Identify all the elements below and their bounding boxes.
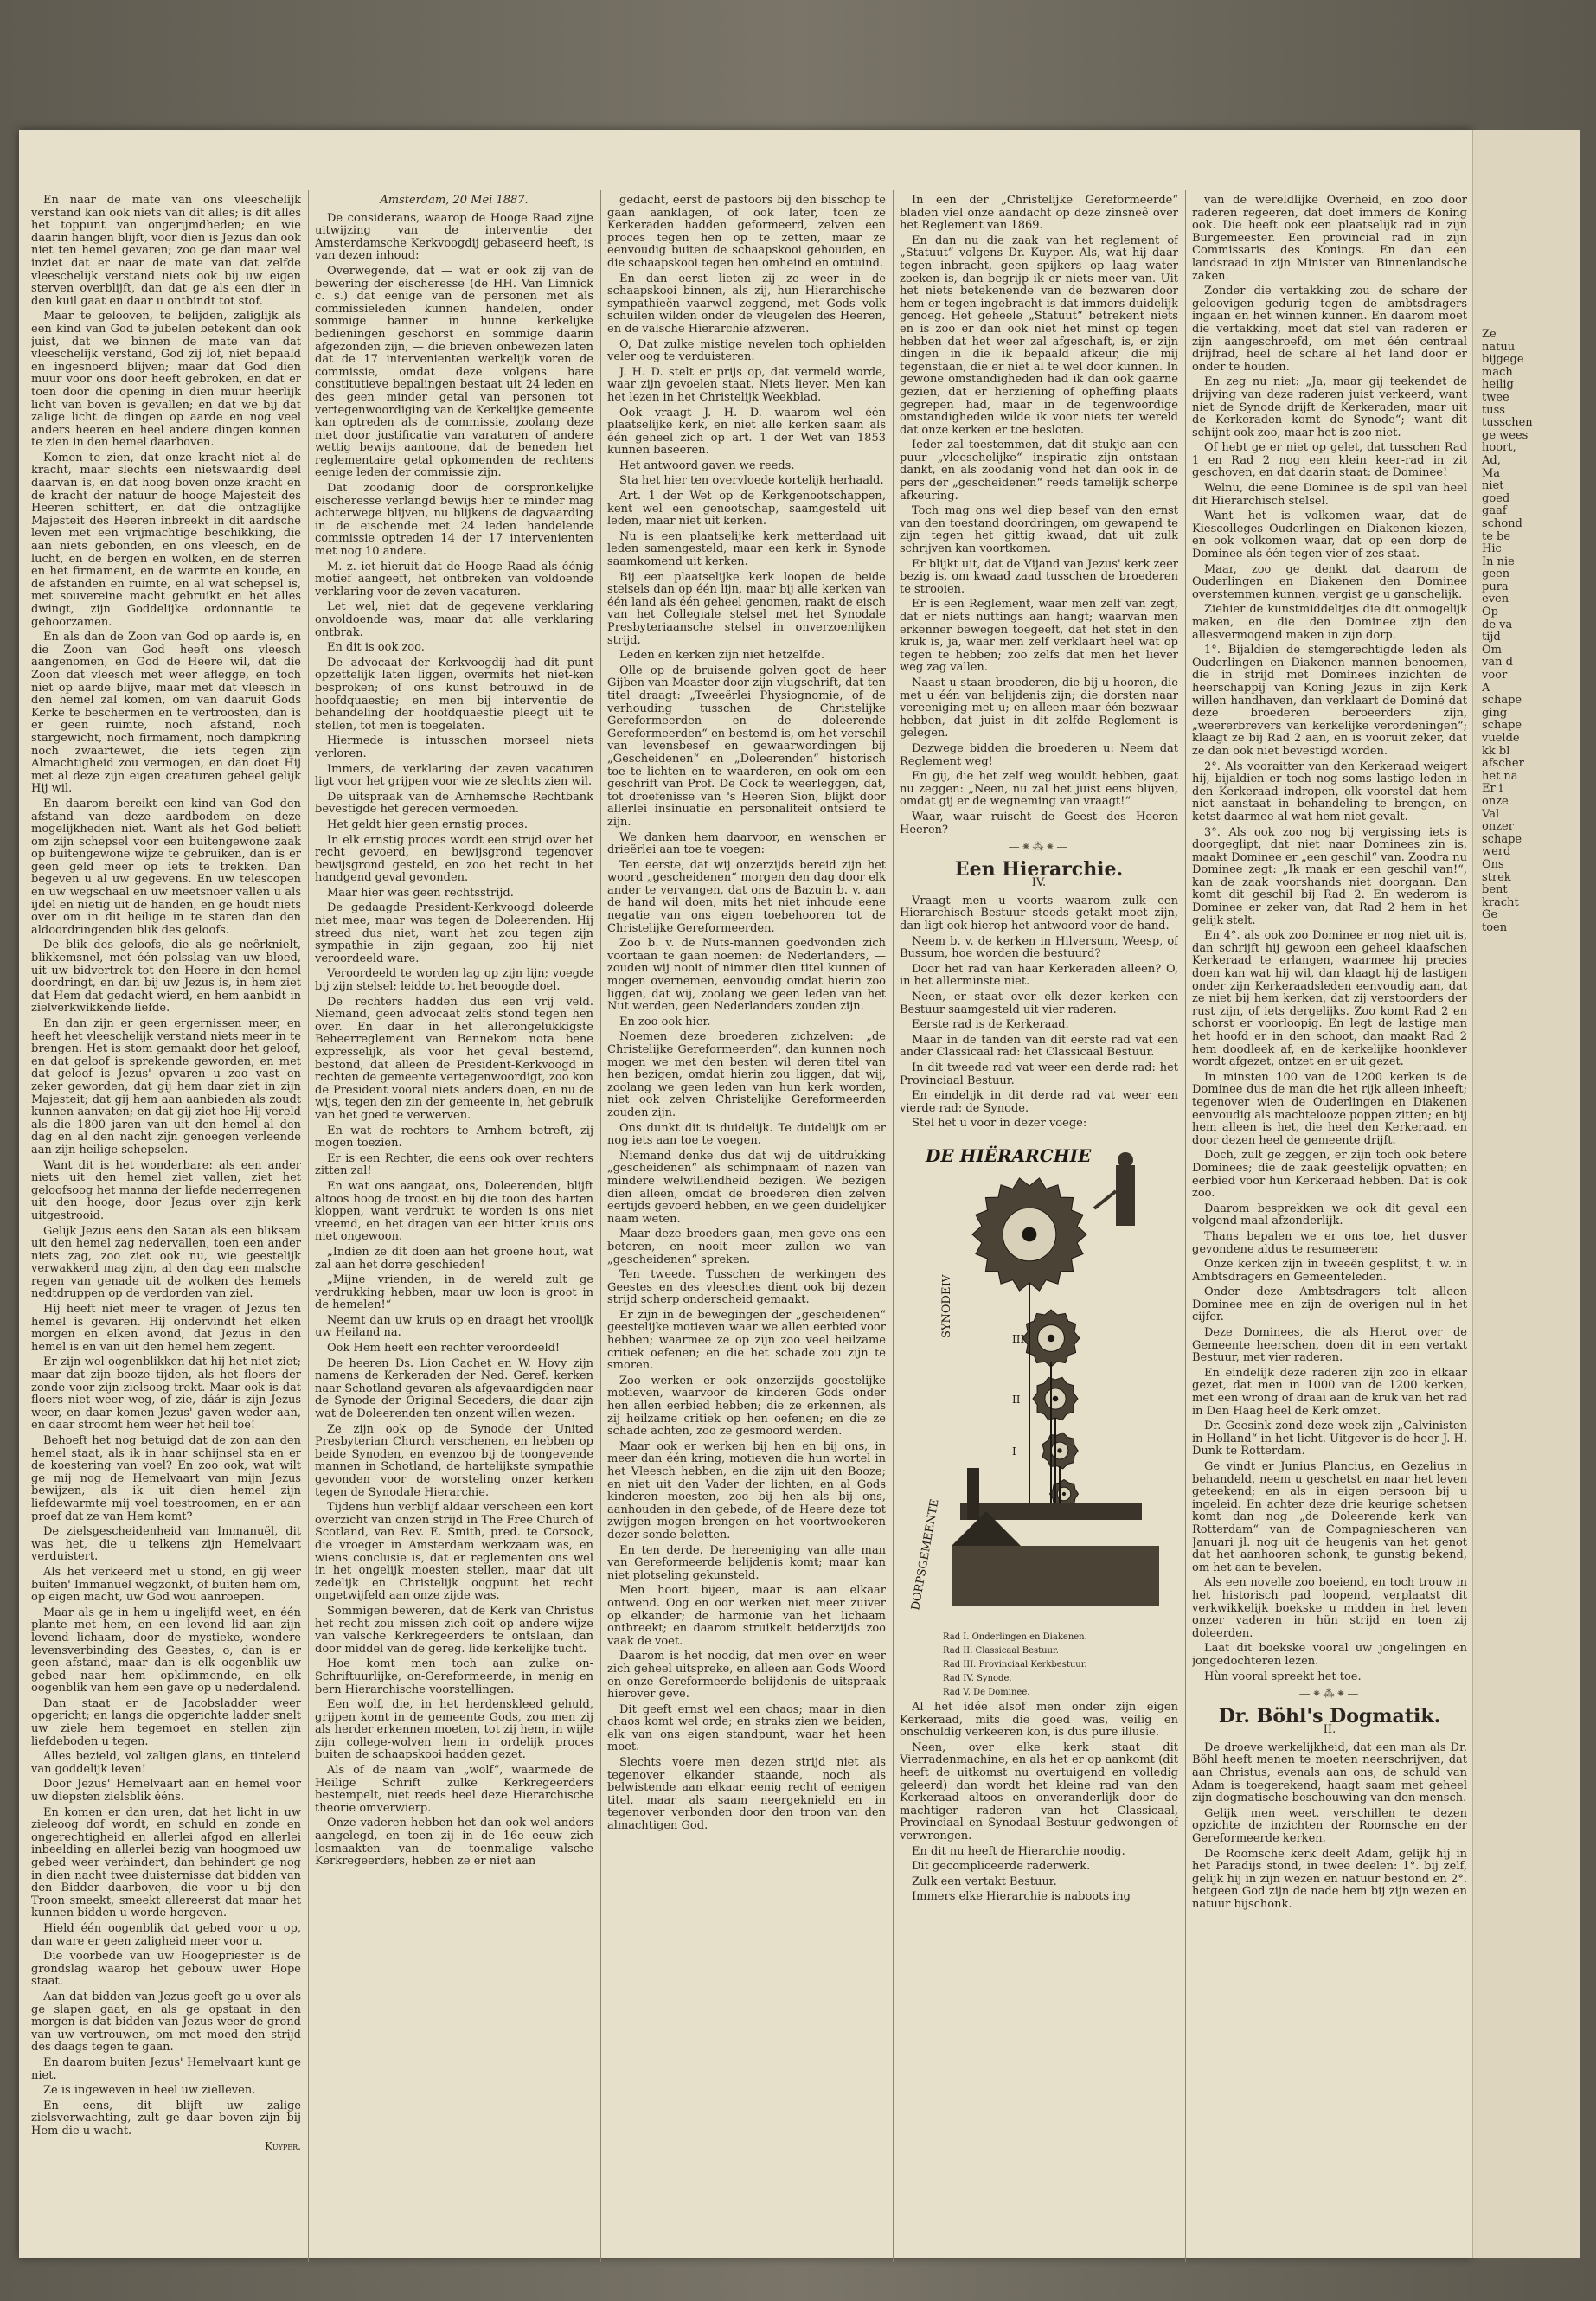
gear-provincial-axle: [1048, 1335, 1054, 1342]
article-paragraph: Deze Dominees, die als Hierot over de Gemeente heerschen, doen dit in een vertakt Bestuur, met vier raderen.: [1192, 1326, 1467, 1365]
article-paragraph: Onze vaderen hebben het dan ook wel anders aangelegd, en toen zij in de 16e eeuw zich losmaakten van de toenmalige valsche Kerkregeerders, hebben ze er niet aan: [315, 1817, 593, 1868]
article-paragraph: Veroordeeld te worden lag op zijn lijn; voegde bij zijn stelsel; leidde tot het beoogde doel.: [315, 967, 593, 994]
figure-title: DE HIËRARCHIE: [926, 1144, 1092, 1166]
edge-fragment: gaaf: [1482, 504, 1507, 518]
article-paragraph: Er zijn in de bewegingen der „gescheidenen“ geestelijke motieven waar we allen eerbied voor hebben; waarmee ze op zijn zoo veel heilzame critiek oefenen; en die het schade zou zijn te smoren.: [607, 1308, 886, 1373]
article-paragraph: Ze zijn ook op de Synode der United Presbyterian Church verschenen, en hebben op beide Synoden, en evenzoo bij de toongevende mannen in Schotland, de hartelijkste sympathie gevonden voor de worsteling onzer kerken tegen de Synodale Hierarchie.: [315, 1422, 593, 1499]
edge-fragment: tijd: [1482, 631, 1501, 644]
article-paragraph: De advocaat der Kerkvoogdij had dit punt opzettelijk laten liggen, overmits het niet-ken besproken; of ons kunst betrouwd in de hoofdquaestie; en men bij interventie de behandeling der hoofdquaestie pleegt uit te stellen, tot men is toegelaten.: [315, 656, 593, 733]
article-paragraph: Dit gecompliceerde raderwerk.: [912, 1860, 1091, 1874]
side-label-dorpsgemeente: DORPSGEMEENTE: [909, 1497, 942, 1612]
article-paragraph: J. H. D. stelt er prijs op, dat vermeld worde, waar zijn gevoelen staat. Niets liever. Men kan het lezen in het Christelijk Weekblad.: [607, 365, 886, 404]
edge-fragment: bent: [1482, 883, 1508, 897]
edge-fragment: tusschen: [1482, 416, 1533, 430]
article-paragraph: Hoe komt men toch aan zulke on-Schriftuurlijke, on-Gereformeerde, in menig en bern Hierarchische voorstellingen.: [315, 1657, 593, 1696]
hierarchy-gear-drawing: [900, 1139, 1178, 1624]
edge-fragment: Er i: [1482, 782, 1503, 796]
column-5: [1192, 195, 1467, 2279]
article-paragraph: Hùn vooral spreekt het toe.: [1204, 1670, 1362, 1683]
article-paragraph: Men hoort bijeen, maar is aan elkaar ontwend. Oog en oor werken niet meer zuiver op elkander; de harmonie van het lichaam ontbreekt; en daarom struikelt beiderzijds zoo vaak de voet.: [607, 1584, 886, 1648]
edge-fragment: Ad,: [1482, 453, 1501, 467]
article-paragraph: Door Jezus' Hemelvaart aan en hemel voor uw diepsten zielsblik ééns.: [31, 1778, 301, 1804]
article-paragraph: Er is een Rechter, die eens ook over rechters zitten zal!: [315, 1151, 593, 1178]
article-paragraph: Tijdens hun verblijf aldaar verscheen een kort overzicht van onzen strijd in The Free Church of Scotland, van Rev. E. Smith, pred. te Corsock, die vroeger in Amsterdam werkzaam was, en wiens conclusie is, dat er reglementen ons wel in het ongelijk moesten stellen, maar dat uit zedelijk en Christelijk oogpunt het recht ongetwijfeld aan onze zijde was.: [315, 1501, 593, 1603]
article-paragraph: Maar ook er werken bij hen en bij ons, in meer dan één kring, motieven die hun wortel in het Vleesch hebben, en die zijn uit den Booze; en niet uit den Vader der lichten, en al Gods kinderen moesten, zoo bij hen als bij ons, aanhouden in den gebede, of de Heere deze tot zwijgen mogen brengen en het voortwoekeren dezer sonde beletten.: [607, 1439, 886, 1541]
edge-fragment: schape: [1482, 719, 1522, 733]
article-paragraph: Ook vraagt J. H. D. waarom wel één plaatselijke kerk, en niet alle kerken saam als één geheel zich op art. 1 der Wet van 1853 kunnen baseeren.: [607, 406, 886, 458]
article-author: Kuyper.: [264, 2140, 301, 2153]
article-paragraph: Dr. Geesink zond deze week zijn „Calvinisten in Holland“ in het licht. Uitgever is de heer J. H. Dunk te Rotterdam.: [1192, 1420, 1467, 1458]
article-paragraph: Eerste rad is de Kerkeraad.: [912, 1018, 1069, 1032]
article-paragraph: Hiermede is intusschen morseel niets verloren.: [315, 734, 593, 760]
church-tower: [967, 1468, 979, 1520]
article-paragraph: Onze kerken zijn in tweeën gesplitst, t. w. in Ambtsdragers en Gemeenteleden.: [1192, 1258, 1467, 1284]
gear-synode-axle: [1022, 1227, 1037, 1242]
article-paragraph: En dan nu die zaak van het reglement of „Statuut“ volgens Dr. Kuyper. Als, wat hij daar tegen inbracht, geen spijkers op laag water zoeken is, dan begrijp ik er niets meer van. Uit het niets betekenende van de bezwaren door hem er tegen ingebracht is dat immers duidelijk genoeg. Het geheele „Statuut“ betrekent niets en is zoo er dan ook niet het minst op tegen hebben dat het weer zal afgeschaft, is, er zijn dingen in die ik bepaald afkeur, die mij tegenstaan, die er niet al te wel door kunnen. In gewone omstandigheden had ik dan ook gaarne gezien, dat er herziening of opheffing plaats gegrepen had, maar in de tegenwoordige omstandigheden wilde ik voor niets ter wereld dat onze kerken er toe besloten.: [900, 234, 1178, 437]
edge-fragment: mach: [1482, 365, 1513, 379]
article-paragraph: Hield één oogenblik dat gebed voor u op, dan ware er geen zaligheid meer voor u.: [31, 1921, 301, 1948]
article-paragraph: We danken hem daarvoor, en wenschen er drieërlei aan toe te voegen:: [607, 830, 886, 857]
article-paragraph: Zulk een vertakt Bestuur.: [912, 1875, 1057, 1888]
article-paragraph: Olle op de bruisende golven goot de heer Gijben van Moaster door zijn vlugschrift, dat ten titel draagt: „Tweeërlei Physiognomie, of de verhouding tusschen de Christelijke Gereformeerden en de doleerende Gereformeerden“ en bestemd is, om het verschil van levensbesef en gewaarwordingen bij „Gescheidenen“ en „Doleerenden“ historisch toe te lichten en te waarderen, en ook om een geschrift van Prof. De Cock te weerleggen, dat, tot droefenisse van 's Heeren Sion, blijkt door allerlei insinuatie en personaliteit ontsierd te zijn.: [607, 663, 886, 829]
article-paragraph: „Mijne vrienden, in de wereld zult ge verdrukking hebben, maar uw loon is groot in de hemelen!“: [315, 1273, 593, 1312]
gear-dominee-axle: [1062, 1492, 1066, 1496]
article-paragraph: Er is een Reglement, waar men zelf van zegt, dat er niets nuttings aan hangt; waarvan men erkenner bewegen toegeeft, dat het stet in den kruk is, ja, waar men zelf verklaart heel wat op tegen te hebben; zoo zelfs dat men het liever weg zag vallen.: [900, 598, 1178, 675]
article-paragraph: Ons dunkt dit is duidelijk. Te duidelijk om er nog iets aan toe te voegen.: [607, 1121, 886, 1148]
edge-fragment: afscher: [1482, 757, 1524, 771]
article-paragraph: En wat de rechters te Arnhem betreft, zij mogen toezien.: [315, 1124, 593, 1150]
article-paragraph: En komen er dan uren, dat het licht in uw zieleoog dof wordt, en schuld en zonde en ongerechtigheid en allerlei afgod en allerlei inbeelding en allerlei bezig van hoogmoed uw gebed weer verhindert, dan behindert ge nog in dien nacht twee duisternisse dat bidden van den Bidder daarboven, die voor u bij den Troon smeekt, smeekt allereerst dat maar het kunnen bidden u worde hergeven.: [31, 1805, 301, 1920]
article-paragraph: Maar als ge in hem u ingelijfd weet, en één plante met hem, en een levend lid aan zijn levend lichaam, door de mystieke, wondere levensverbinding des Geestes, o, dan is er geen afstand, maar dan is elk oogenblik uw gebed naar hem opklimmende, en elk oogenblik van hem een gave op u nederdalend.: [31, 1606, 301, 1695]
edge-fragment: goed: [1482, 491, 1510, 505]
article-paragraph: En wat ons aangaat, ons, Doleerenden, blijft altoos hoog de troost en bij die toon des harten kloppen, want verdrukt te worden is ons niet vreemd, en het dragen van een bitter kruis ons niet ongewoon.: [315, 1179, 593, 1244]
edge-fragment: onzer: [1482, 820, 1514, 834]
edge-fragment: voor: [1482, 669, 1508, 683]
article-paragraph: Onder deze Ambtsdragers telt alleen Dominee mee en zijn de overigen nul in het cijfer.: [1192, 1285, 1467, 1324]
section-number: IV.: [1031, 876, 1047, 890]
article-paragraph: Ge vindt er Junius Plancius, en Gezelius in behandeld, neem u geschetst en naar het leven geteekend; en als in eigen persoon bij u ingeleid. En achter deze drie keurige schetsen komt dan nog „de Doleerende kerk van Rotterdam“ van de Compagniescheren van Januari jl. nog uit de heugenis van het genot dat het aanhooren schonk, te gunstig bekend, om het aan te bevelen.: [1192, 1460, 1467, 1574]
article-paragraph: En zeg nu niet: „Ja, maar gij teekendet de drijving van deze raderen juist verkeerd, want niet de Synode drijft de Kerkeraden, maar uit de Kerkeraden komt de Synode“; want dit schijnt ook zoo, maar het is zoo niet.: [1192, 375, 1467, 439]
edge-fragment: twee: [1482, 390, 1509, 404]
article-paragraph: Als of de naam van „wolf“, waarmede de Heilige Schrift zulke Kerkregeerders bestempelt, niet reeds heel deze Hierarchische theorie omverwierp.: [315, 1764, 593, 1815]
figure-caption-line: Rad V. De Dominee.: [943, 1687, 1030, 1697]
article-paragraph: Immers, de verklaring der zeven vacaturen ligt voor het grijpen voor wie ze slechts zien wil.: [315, 762, 593, 789]
article-paragraph: Maar te gelooven, te belijden, zaliglijk als een kind van God te jubelen betekent dan ook juist, dat we binnen de mate van dat vleeschelijk verstand, God zij lof, niet bepaald en ingesnoerd blijven; maar dat God dien muur voor ons door heeft gebroken, en dat er toen door die opening in dien muur heerlijk licht van boven is gevallen; en dat we bij dat zalige licht de dingen op aarde en nog veel anders heeren en heel andere dingen konnen te zien in den hemel daarboven.: [31, 310, 301, 450]
article-paragraph: Slechts voere men dezen strijd niet als tegenover elkander staande, noch als belwistende aan elkaar eenig recht of eenigen titel, maar als saam neergeknield en in tegenover verbonden door den troon van den almachtigen God.: [607, 1756, 886, 1833]
article-paragraph: Bij een plaatselijke kerk loopen de beide stelsels dan op één lijn, maar bij alle kerken van één land als één geheel genomen, raakt de eisch van het Collegiale stelsel met het Synodale Presbyteriaansche stelsel in onverzoenlijken strijd.: [607, 570, 886, 647]
article-paragraph: In elk ernstig proces wordt een strijd over het recht gevoerd, en bewijsgrond tegenover bewijsgrond gesteld, en zoo het recht in het handgend geval gevonden.: [315, 833, 593, 885]
article-paragraph: De rechters hadden dus een vrij veld. Niemand, geen advocaat zelfs stond tegen hen over. En daar in het allerongelukkigste Beheerreglement van Bennekom nota bene expresselijk, als voor het geval bestemd, bestond, dat alleen de President-Kerkvoogd in rechten de gemeente vertegenwoordigt, zoo kon de President vooral niets anders doen, en nu de wijs, tegen den zin der gemeente in, het gebruik van het goed te verwerven.: [315, 995, 593, 1122]
article-paragraph: Thans bepalen we er ons toe, het dusver gevondene aldus te resumeeren:: [1192, 1229, 1467, 1256]
article-paragraph: Stel het u voor in dezer voege:: [912, 1117, 1087, 1131]
article-paragraph: En eens, dit blijft uw zalige zielsverwachting, zult ge daar boven zijn bij Hem die u wacht.: [31, 2099, 301, 2138]
article-paragraph: Want dit is het wonderbare: als een ander niets uit den hemel ziet vallen, ziet het geloofsoog het manna der liefde nederregenen uit den hooge, door Jezus over zijn kerk uitgestrooid.: [31, 1158, 301, 1222]
article-paragraph: En zoo ook hier.: [619, 1015, 711, 1029]
edge-fragment: ge wees: [1482, 428, 1529, 442]
edge-fragment: pura: [1482, 580, 1509, 593]
edge-fragment: kracht: [1482, 895, 1519, 909]
article-paragraph: Hij heeft niet meer te vragen of Jezus ten hemel is gevaren. Hij ondervindt het elken morgen en elken avond, dat Jezus in den hemel is en van uit den hemel hem zegent.: [31, 1303, 301, 1354]
article-paragraph: Zoo werken er ook onzerzijds geestelijke motieven, waarvoor de kinderen Gods onder hen allen eerbied hebben; die ze erkennen, als zij heilzame critiek op hen oefenen; en die ze schade achten, zoo ze gesmoord werden.: [607, 1374, 886, 1439]
article-paragraph: Leden en kerken zijn niet hetzelfde.: [619, 649, 824, 663]
article-paragraph: Als het verkeerd met u stond, en gij weer buiten' Immanuel wegzonkt, of buiten hem om, op eigen macht, uw God wou aanroepen.: [31, 1565, 301, 1605]
edge-fragment: schond: [1482, 516, 1522, 530]
article-paragraph: Het antwoord gaven we reeds.: [619, 458, 795, 472]
article-paragraph: En 4°. als ook zoo Dominee er nog niet uit is, dan schrijft hij gewoon een geheel klaafschen Kerkeraad te erlangen, waarmee hij precies doen kan wat hij wil, dan klaagt hij de lastigen onder zijn Kerkeraadsleden eenvoudig aan, dat ze niet bij hem kerken, dat zij verstoorders der rust zijn, of iets dergelijks. Zoo komt Rad 2 en schorst er voorloopig. En legt de lastige man het hoofd er in den schoot, dan maakt Rad 2 hem doodleek af, en de kerkelijke hoonklever wordt afgezet, ontzet en er uit gezet.: [1192, 929, 1467, 1069]
article-paragraph: En ten derde. De hereeniging van alle man van Gereformeerde belijdenis komt; maar kan niet plotseling gekunsteld.: [607, 1543, 886, 1582]
crank-arm: [1094, 1191, 1116, 1208]
article-paragraph: Dit geeft ernst wel een chaos; maar in dien chaos komt wel orde; en straks zien we beiden, elk van ons eigen standpunt, waar het heen moet.: [607, 1702, 886, 1754]
edge-fragment: Hic: [1482, 542, 1502, 556]
article-paragraph: In dit tweede rad vat weer een derde rad: het Provinciaal Bestuur.: [900, 1061, 1178, 1087]
article-paragraph: En daarom bereikt een kind van God den afstand van deze aardbodem en deze mogelijkheden niet. Want als het God belieft om zijn schepsel voor een buitengewone zaak op buitengewone wijze te gebruiken, dan is er geen geld meer op iets te trekken. Dan begeven u al uw gegevens. En uw telescopen en uw wegschaal en uw meetsnoer vallen u als ijdel en nietig uit de handen, en ge houdt niets over om in dit heilige in te staren dan den aldoordringenden blik des geloofs.: [31, 797, 301, 937]
article-paragraph: En daarom buiten Jezus' Hemelvaart kunt ge niet.: [31, 2055, 301, 2082]
article-paragraph: Niemand denke dus dat wij de uitdrukking „gescheidenen“ als schimpnaam of nazen van mindere welwillendheid bezigen. We bezigen dien alleen, omdat de broederen dien zelven eertijds gevoerd hebben, en we geen duidelijker naam weten.: [607, 1149, 886, 1226]
article-paragraph: De Roomsche kerk deelt Adam, gelijk hij in het Paradijs stond, in twee deelen: 1°. bij zelf, gelijk hij in zijn wezen en natuur bestond en 2°. hetgeen God zijn de nade hem bij zijn wezen en natuur bijschonk.: [1192, 1847, 1467, 1911]
article-paragraph: Maar deze broeders gaan, men geve ons een beteren, en nooit meer zullen we van „gescheidenen“ spreken.: [607, 1227, 886, 1266]
article-paragraph: Nu is een plaatselijke kerk metterdaad uit leden samengesteld, maar een kerk in Synode saamkomend uit kerken.: [607, 529, 886, 569]
edge-fragment: niet: [1482, 479, 1504, 493]
article-paragraph: Vraagt men u voorts waarom zulk een Hierarchisch Bestuur steeds getakt moet zijn, dan ligt ook hierop het antwoord voor de hand.: [900, 894, 1178, 933]
edge-fragment: hoort,: [1482, 441, 1516, 455]
article-paragraph: De gedaagde President-Kerkvoogd doleerde niet mee, maar was tegen de Doleerenden. Hij streed dus niet, want het zou tegen zijn sympathie in zijn gegaan, zoo hij niet veroordeeld ware.: [315, 901, 593, 965]
section-heading: Een Hierarchie.: [954, 857, 1124, 881]
article-paragraph: De uitspraak van de Arnhemsche Rechtbank bevestigde het gerecen vermoeden.: [315, 790, 593, 817]
crank-figure-head: [1118, 1152, 1133, 1168]
wheel-numeral: I: [1012, 1445, 1016, 1458]
gear-classical-axle: [1053, 1396, 1059, 1402]
article-paragraph: Aan dat bidden van Jezus geeft ge u over als ge slapen gaat, en als ge opstaat in den morgen is dat bidden van Jezus weer de grond van uw vertrouwen, om met moed den strijd des daags tegen te gaan.: [31, 1990, 301, 2054]
edge-fragment: Val: [1482, 807, 1500, 821]
column-1: [31, 195, 301, 2279]
article-paragraph: Gelijk men weet, verschillen te dezen opzichte de inzichten der Roomsche en der Gereformeerde kerken.: [1192, 1806, 1467, 1846]
article-paragraph: En naar de mate van ons vleeschelijk verstand kan ook niets van dit alles; is dit alles het toppunt van ongerijmdheden; en wie daarin hangen blijft, voor dien is Jezus dan ook niet ten hemel gevaren; zoo ge dan maar wel inziet dat er naar de mate van dat zelfde vleeschelijk verstand niets ook bij uw eigen sterven overblijft, dan dat ge als een dier in den kuil gaat en daar u ontbindt tot stof.: [31, 195, 301, 308]
edge-fragment: werd: [1482, 845, 1511, 859]
article-paragraph: En eindelijk deze raderen zijn zoo in elkaar gezet, dat men in 1000 van de 1200 kerken, met een wrong of draai aan de kruk van het rad in Den Haag heel de Kerk omzet.: [1192, 1366, 1467, 1418]
article-paragraph: Ten eerste, dat wij onzerzijds bereid zijn het woord „gescheidenen“ morgen den dag door elk ander te vervangen, dat ons de Bazuin b. v. aan de hand wil doen, mits het niet inhoude eene negatie van ons eigen toebehooren tot de Christelijke Gereformeerden.: [607, 858, 886, 935]
side-label-synode-number: IV: [940, 1274, 952, 1286]
figure-caption-line: Rad III. Provinciaal Kerkbestuur.: [943, 1659, 1087, 1670]
article-paragraph: En dan eerst lieten zij ze weer in de schaapskooi binnen, als zij, hun Hierarchische sympathieën vaarwel zeggend, met Gods volk schuilen wilden onder de vleugelen des Heeren, en de valsche Hierarchie afzweren.: [607, 272, 886, 336]
section-ornament: —⁕⁂⁕—: [1298, 1688, 1361, 1702]
article-paragraph: O, Dat zulke mistige nevelen toch ophielden veler oog te verduisteren.: [607, 337, 886, 364]
article-paragraph: Neen, over elke kerk staat dit Vierradenmachine, en als het er op aankomt (dit heeft de uitkomst nu overtuigend en volledig geleerd) dan wordt het kleine rad van den Kerkeraad altoos en onveranderlijk door de machtiger raderen van het Classicaal, Provinciaal en Synodaal Bestuur gedwongen of verwrongen.: [900, 1740, 1178, 1843]
article-paragraph: van de wereldlijke Overheid, en zoo door raderen regeeren, dat doet immers de Koning ook. Die heeft ook een plaatselijk rad in zijn Burgemeester. Een provincial rad in zijn Commissaris des Konings. En dan een landsraad in zijn Minister van Binnenlandsche zaken.: [1192, 195, 1467, 283]
article-paragraph: Dat zoodanig door de oorspronkelijke eischeresse verlangd bewijs hier te minder mag achterwege blijven, nu blijkens de dagvaarding in de eischende met 24 leden handelende commissie optreden 14 der 17 intervenienten met nog 10 andere.: [315, 482, 593, 559]
edge-fragment: te be: [1482, 529, 1511, 543]
article-paragraph: De considerans, waarop de Hooge Raad zijne uitwijzing van de interventie der Amsterdamsche Kerkvoogdij gebaseerd heeft, is van dezen inhoud:: [315, 211, 593, 263]
edge-fragment: onze: [1482, 794, 1509, 808]
article-paragraph: En dit nu heeft de Hierarchie noodig.: [912, 1844, 1125, 1858]
article-paragraph: Doch, zult ge zeggen, er zijn toch ook betere Dominees; die de zaak geestelijk opvatten; en eerbied voor hun Kerkeraad hebben. Dat is ook zoo.: [1192, 1149, 1467, 1201]
edge-fragment: Ge: [1482, 908, 1498, 922]
adjacent-page-text: [1482, 329, 1577, 935]
wheel-numeral: III: [1012, 1332, 1025, 1345]
figure-caption-line: Rad II. Classicaal Bestuur.: [943, 1645, 1059, 1656]
article-paragraph: En gij, die het zelf weg wouldt hebben, gaat nu zeggen: „Neen, nu zal het juist eens blijven, omdat gij er de wegneming van vraagt!“: [900, 770, 1178, 809]
article-paragraph: In minsten 100 van de 1200 kerken is de Dominee dus de man die het rijk alleen inheeft; tegenover wien de Ouderlingen en Diakenen eenvoudig als machtelooze poppen zitten; en bij hem alleen is het, die heel den Kerkeraad, en door dezen heel de gemeente drijft.: [1192, 1070, 1467, 1147]
article-paragraph: M. z. iet hieruit dat de Hooge Raad als éénig motief aangeeft, het ontbreken van voldoende verklaring voor de zeven vacaturen.: [315, 560, 593, 599]
edge-fragment: Ze: [1482, 328, 1497, 341]
article-paragraph: Gelijk Jezus eens den Satan als een bliksem uit den hemel zag nedervallen, toen een ander niets zag, zoo ziet ook nu, wie geestelijk verwakkerd mag zijn, al den dag een malsche regen van genade uit de wolken des hemels nedtdruppen op de verdorden van ziel.: [31, 1224, 301, 1301]
article-paragraph: Overwegende, dat — wat er ook zij van de bewering der eischeresse (de HH. Van Limnick c. s.) dat eenige van de personen met als commissieleden kunnen handelen, onder sommige banner in hunne kerkelijke bedieningen geschorst en sommige daarin afgezonden zijn, — die brieven onbewezen laten dat de 17 intervenienten werkelijk voren de commissie, omdat deze volgens hare constitutieve bepalingen bestaat uit 24 leden en des geen minder getal van personen tot vertegenwoordiging van de Kerkelijke gemeente kan optreden als de commissie, zoolang deze niet door justificatie van varaturen of andere wettig bewijs aantoone, dat de beneden het reglementaire getal opkomenden de rechtens eenige leden der commissie zijn.: [315, 264, 593, 480]
article-paragraph: Daarom besprekken we ook dit geval een volgend maal afzonderlijk.: [1192, 1202, 1467, 1228]
article-paragraph: „Indien ze dit doen aan het groene hout, wat zal aan het dorre geschieden!: [315, 1245, 593, 1272]
article-paragraph: Neemt dan uw kruis op en draagt het vroolijk uw Heiland na.: [315, 1313, 593, 1340]
section-number: II.: [1323, 1723, 1336, 1737]
article-paragraph: Dan staat er de Jacobsladder weer opgericht; en langs die opgerichte ladder snelt uw ziele hem tegemoet en stellen zijn liefdeboden u tegen.: [31, 1696, 301, 1748]
edge-fragment: schape: [1482, 832, 1522, 846]
column-rule: [1185, 190, 1186, 2262]
edge-fragment: Ons: [1482, 857, 1504, 871]
article-paragraph: Als een novelle zoo boeiend, en toch trouw in het historisch pad loopend, verplaatst dit verkwikkelijk boekske u midden in het leven onzer vaderen in hün strijd en toen zij doleerden.: [1192, 1576, 1467, 1640]
church-building: [952, 1546, 1159, 1606]
edge-fragment: strek: [1482, 870, 1511, 884]
article-paragraph: gedacht, eerst de pastoors bij den bisschop te gaan aanklagen, of ook later, toen ze Kerkeraden hadden geformeerd, zelven een proces tegen hen op te zetten, maar ze eenvoudig buiten de schaapskooi gehouden, en die schaapskooi tegen hen omheind en omtuind.: [607, 195, 886, 270]
edge-fragment: kk bl: [1482, 744, 1510, 758]
edge-fragment: even: [1482, 593, 1509, 606]
edge-fragment: A: [1482, 681, 1490, 695]
article-paragraph: Ten tweede. Tusschen de werkingen des Geestes en des vleesches dient ook bij dezen strijd scherp onderscheid gemaakt.: [607, 1268, 886, 1307]
edge-fragment: heilig: [1482, 378, 1514, 392]
edge-fragment: vuelde: [1482, 732, 1520, 745]
article-paragraph: De zielsgescheidenheid van Immanuël, dit was het, die u telkens zijn Hemelvaart verduistert.: [31, 1525, 301, 1564]
article-paragraph: Het geldt hier geen ernstig proces.: [327, 817, 528, 831]
edge-fragment: Op: [1482, 606, 1498, 619]
edge-fragment: tuss: [1482, 403, 1505, 417]
article-paragraph: Let wel, niet dat de gegevene verklaring onvoldoende was, maar dat alle verklaring ontbrak.: [315, 600, 593, 639]
article-paragraph: Naast u staan broederen, die bij u hooren, die met u één van belijdenis zijn; die dorsten naar vereeniging met u; en alleen maar één bezwaar hebben, dat juist in dit zelfde Reglement is gelegen.: [900, 676, 1178, 740]
article-paragraph: Door het rad van haar Kerkeraden alleen? O, in het allerminste niet.: [900, 962, 1178, 989]
article-paragraph: Waar, waar ruischt de Geest des Heeren Heeren?: [900, 810, 1178, 836]
article-paragraph: En dan zijn er geen ergernissen meer, en heeft het vleeschelijk verstand niets meer in te brengen. Het is stom gemaakt door het geloof, en dat geloof is sprekende geworden, en met dat geloof is Jezus' opvaren u zoo vast en zeker geworden, dat gij hem daar ziet in zijn Majesteit; dat gij hem aan aanbieden als zoudt kunnen aanvaten; en dat gij ziet hoe Hij vereld als die 1800 jaren van uit den hemel al den dag en al den nacht zijn genoegen verleende aan zijn heilige schepselen.: [31, 1017, 301, 1157]
article-paragraph: Of hebt ge er niet op gelet, dat tusschen Rad 1 en Rad 2 nog een klein keer-rad in zit geschoven, en dat daarin staat: de Dominee!: [1192, 441, 1467, 480]
article-paragraph: Welnu, die eene Dominee is de spil van heel dit Hierarchisch stelsel.: [1192, 482, 1467, 508]
article-paragraph: Zonder die vertakking zou de schare der geloovigen gedurig tegen de ambtsdragers ingaan en het winnen kunnen. En daarom moet die vertakking, moet dat stel van raderen er zijn aangeschroefd, om met één centraal drijfrad, heel de schare al het land door er onder te houden.: [1192, 285, 1467, 374]
article-paragraph: Ziehier de kunstmiddeltjes die dit onmogelijk maken, en die den Dominee zijn den allesvermogend maken in zijn dorp.: [1192, 603, 1467, 642]
edge-fragment: Ma: [1482, 466, 1501, 480]
edge-fragment: Om: [1482, 643, 1502, 657]
article-paragraph: 3°. Als ook zoo nog bij vergissing iets is doorgeglipt, dat niet naar Dominees zin is, maakt Dominee er „een geschil“ van. Zoodra nu Dominee zegt: „Ik maak er een geschil van!“, kan de zaak voorshands niet doorgaan. Dan komt dit geschil bij Rad 2. En wederom is Dominee er zeker van, dat Rad 2 hem in het gelijk stelt.: [1192, 825, 1467, 927]
column-4: [900, 195, 1178, 2279]
column-rule: [600, 190, 601, 2262]
article-paragraph: Ze is ingeweven in heel uw zielleven.: [43, 2084, 256, 2098]
column-3: [607, 195, 886, 2279]
article-paragraph: Sta het hier ten overvloede kortelijk herhaald.: [619, 474, 884, 488]
article-paragraph: Er zijn wel oogenblikken dat hij het niet ziet; maar dat zijn booze tijden, als het floers der zonde voor zijn zielsoog trekt. Maar ook is dat floers niet weer weg, of zie, dáár is zijn Jezus weer, en daar komen Jezus' gaven weder aan, en daar stroomt hem weer het heil toe!: [31, 1356, 301, 1433]
column-2: [315, 195, 593, 2279]
article-paragraph: Dezwege bidden die broederen u: Neem dat Reglement weg!: [900, 741, 1178, 768]
article-paragraph: Een wolf, die, in het herdenskleed gehuld, grijpen komt in de gemeente Gods, zou men zij als herder erkennen moeten, tot zij hem, in wijle zijn college-wolven hem in ordelijk proces buiten de schaapskooi hadden gezet.: [315, 1698, 593, 1762]
article-paragraph: Maar in de tanden van dit eerste rad vat een ander Classicaal rad: het Classicaal Bestuur.: [900, 1033, 1178, 1060]
edge-fragment: geen: [1482, 567, 1510, 581]
column-rule: [893, 190, 894, 2262]
article-paragraph: Neen, er staat over elk dezer kerken een Bestuur saamgesteld uit vier raderen.: [900, 990, 1178, 1016]
edge-fragment: natuu: [1482, 340, 1516, 354]
article-paragraph: 2°. Als vooraitter van den Kerkeraad weigert hij, bijaldien er toch nog soms lastige leden in den Kerkeraad indropen, elk voorstel dat hem niet aanstaat in behandeling te brengen, en ketst daarmee al wat hem niet gevalt.: [1192, 760, 1467, 824]
article-paragraph: Sommigen beweren, dat de Kerk van Christus het recht zou missen zich ooit op andere wijze van valsche Kerkregeerders te ontslaan, dan door middel van de gereg. lide kerkelijke tucht.: [315, 1604, 593, 1656]
article-paragraph: Art. 1 der Wet op de Kerkgenootschappen, kent wel een genootschap, saamgesteld uit leden, maar niet uit kerken.: [607, 490, 886, 529]
hierarchy-illustration: [900, 1139, 1178, 1624]
article-paragraph: De heeren Ds. Lion Cachet en W. Hovy zijn namens de Kerkeraden der Ned. Geref. kerken naar Schotland gevaren als afgevaardigden naar de Synode der Original Seceders, die daar zijn wat de Doleerenden ten onzent willen wezen.: [315, 1356, 593, 1421]
adjacent-page-edge: [1472, 130, 1580, 2258]
article-paragraph: Toch mag ons wel diep besef van den ernst van den toestand doordringen, om gewapend te zijn tegen het gittig kwaad, dat uit zulk schrijven kan voortkomen.: [900, 504, 1178, 556]
figure-caption-line: Rad I. Onderlingen en Diakenen.: [943, 1631, 1087, 1642]
article-paragraph: Maar, zoo ge denkt dat daarom de Ouderlingen en Diakenen den Dominee overstemmen kunnen, vergist ge u ganschelijk.: [1192, 562, 1467, 601]
article-paragraph: 1°. Bijaldien de stemgerechtigde leden als Ouderlingen en Diakenen mannen benoemen, die in strijd met Dominees inzichten de heerschappij van Koning Jezus in zijn Kerk willen handhaven, dan verklaart de Dominé dat deze broederen beroeerders zijn, „weererbrevers van kerkelijke verordeningen“; klaagt ze bij Rad 2 aan, en is vooruit zeker, dat ze dan ook niet bevestigd worden.: [1192, 644, 1467, 758]
article-paragraph: Daarom is het noodig, dat men over en weer zich geheel uitspreke, en alleen aan Gods Woord en onze Gereformeerde belijdenis de uitspraak hierover geve.: [607, 1650, 886, 1702]
article-paragraph: Die voorbede van uw Hoogepriester is de grondslag waarop het gebouw uwer Hope staat.: [31, 1950, 301, 1989]
edge-fragment: het na: [1482, 769, 1518, 783]
article-paragraph: Ieder zal toestemmen, dat dit stukje aan een puur „vleeschelijke“ inspiratie zijn ontstaan dankt, en als zoodanig vond het dan ook in de pers der „gescheidenen“ reeds tamelijk scherpe afkeuring.: [900, 439, 1178, 503]
article-paragraph: De droeve werkelijkheid, dat een man als Dr. Böhl heeft menen te moeten neerschrijven, dat aan Christus, evenals aan ons, de schuld van Adam is toegerekend, haagt saam met geheel zijn dogmatische beschouwing van den mensch.: [1192, 1740, 1467, 1805]
wheel-numeral: II: [1012, 1393, 1021, 1406]
article-paragraph: Neem b. v. de kerken in Hilversum, Weesp, of Bussum, hoe worden die bestuurd?: [900, 934, 1178, 961]
article-paragraph: Komen te zien, dat onze kracht niet al de kracht, maar slechts een nietswaardig deel daarvan is, en dat hoog boven onze kracht en de kracht der natuur de hooge Majesteit des Heeren schittert, en dat die ontzaglijke Majesteit des Heeren inbreekt in dit aardsche leven met een vrijmachtige beschikking, die aan niets gebonden, en ons vleesch, en de lucht, en de bergen en wolken, en de sterren en het firmament, en de warmte en koude, en de afstanden en ruimte, en al wat schepsel is, met souvereine macht gebruikt en het alles dwingt, zijn Goddelijke ordonnantie te gehoorzamen.: [31, 451, 301, 629]
side-label-synode: SYNODE: [940, 1286, 953, 1338]
article-paragraph: En dit is ook zoo.: [327, 641, 425, 655]
article-paragraph: Immers elke Hierarchie is naboots ing: [912, 1890, 1131, 1904]
crank-figure: [1116, 1165, 1135, 1226]
article-paragraph: En eindelijk in dit derde rad vat weer een vierde rad: de Synode.: [900, 1089, 1178, 1115]
edge-fragment: bijgege: [1482, 353, 1524, 367]
gear-kerkeraad-axle: [1057, 1448, 1061, 1452]
edge-fragment: van d: [1482, 656, 1513, 670]
article-paragraph: En als dan de Zoon van God op aarde is, en die Zoon van God heeft ons vleesch aangenomen, en God de Heere wil, dat die Zoon dat vleesch met weer aflegge, en toch niet op aarde blijve, maar met dat vleesch in den hemel zal komen, om van daaruit Gods Kerke te beschermen en te vertroosten, dan is er geen ruimte, noch afstand, noch stargewicht, noch firmament, noch dampkring noch zwaartewet, die iets tegen zijn Almachtigheid zou vermogen, en dan doet Hij met al deze zijn eigen creaturen geheel gelijk Hij wil.: [31, 631, 301, 796]
dateline: Amsterdam, 20 Mei 1887.: [380, 195, 529, 207]
article-paragraph: Want het is volkomen waar, dat de Kiescolleges Ouderlingen en Diakenen kiezen, en ook volkomen waar, dat op een dorp de Dominee als één tegen vier of zes staat.: [1192, 510, 1467, 561]
edge-fragment: toen: [1482, 920, 1508, 934]
article-paragraph: Maar hier was geen rechtsstrijd.: [327, 886, 514, 900]
article-paragraph: Al het idée alsof men onder zijn eigen Kerkeraad, mits die goed was, veilig en onschuldig verkeeren kon, is dus pure illusie.: [900, 1700, 1178, 1740]
section-heading: Dr. Böhl's Dogmatik.: [1218, 1704, 1441, 1727]
article-paragraph: Laat dit boekske vooral uw jongelingen en jongedochteren lezen.: [1192, 1642, 1467, 1668]
edge-fragment: de va: [1482, 618, 1513, 631]
column-rule: [308, 190, 309, 2262]
article-paragraph: Er blijkt uit, dat de Vijand van Jezus' kerk zeer bezig is, om kwaad zaad tusschen de broederen te strooien.: [900, 557, 1178, 596]
edge-fragment: ging: [1482, 706, 1508, 720]
article-paragraph: Behoeft het nog betuigd dat de zon aan den hemel staat, als ik in haar schijnsel sta en er de koestering van voel? En zoo ook, wat wilt ge mij nog de Hemelvaart van mijn Jezus bewijzen, als ik uit dien hemel zijn liefdewarmte mij voel toestroomen, en er aan proef dat ze van Hem komt?: [31, 1434, 301, 1523]
article-paragraph: Alles bezield, vol zaligen glans, en tintelend van goddelijk leven!: [31, 1750, 301, 1776]
article-paragraph: De blik des geloofs, die als ge neêrknielt, blikkemsnel, met één polsslag van uw bloed, uit uw bidvertrek tot den Heere in den hemel doordringt, en dan bij uw Jezus is, in hem ziet dat Hem dat gedacht wierd, en hem aanbidt in zielverkwikkende liefde.: [31, 939, 301, 1016]
edge-fragment: In nie: [1482, 554, 1515, 568]
article-paragraph: Noemen deze broederen zichzelven: „de Christelijke Gereformeerden“, dan kunnen noch mogen we met den besten wil deren titel van hen bezigen, omdat hierin zou liggen, dat wij, zoolang we geen leden van hun kerk worden, niet ook zelven Christelijke Gereformeerden zouden zijn.: [607, 1030, 886, 1119]
edge-fragment: schape: [1482, 694, 1522, 708]
article-paragraph: Zoo b. v. de Nuts-mannen goedvonden zich voortaan te gaan noemen: de Nederlanders, — zouden wij nooit of nimmer dien titel kunnen of mogen overnemen, eenvoudig omdat hierin zoo liggen, dat wij, zoolang we geen leden van het Nut werden, geen Nederlanders zouden zijn.: [607, 937, 886, 1014]
article-paragraph: Ook Hem heeft een rechter veroordeeld!: [327, 1342, 561, 1356]
figure-caption-line: Rad IV. Synode.: [943, 1673, 1012, 1683]
section-ornament: —⁕⁂⁕—: [1008, 841, 1070, 855]
article-paragraph: In een der „Christelijke Gereformeerde“ bladen viel onze aandacht op deze zinsneê over het Reglement van 1869.: [900, 195, 1178, 233]
